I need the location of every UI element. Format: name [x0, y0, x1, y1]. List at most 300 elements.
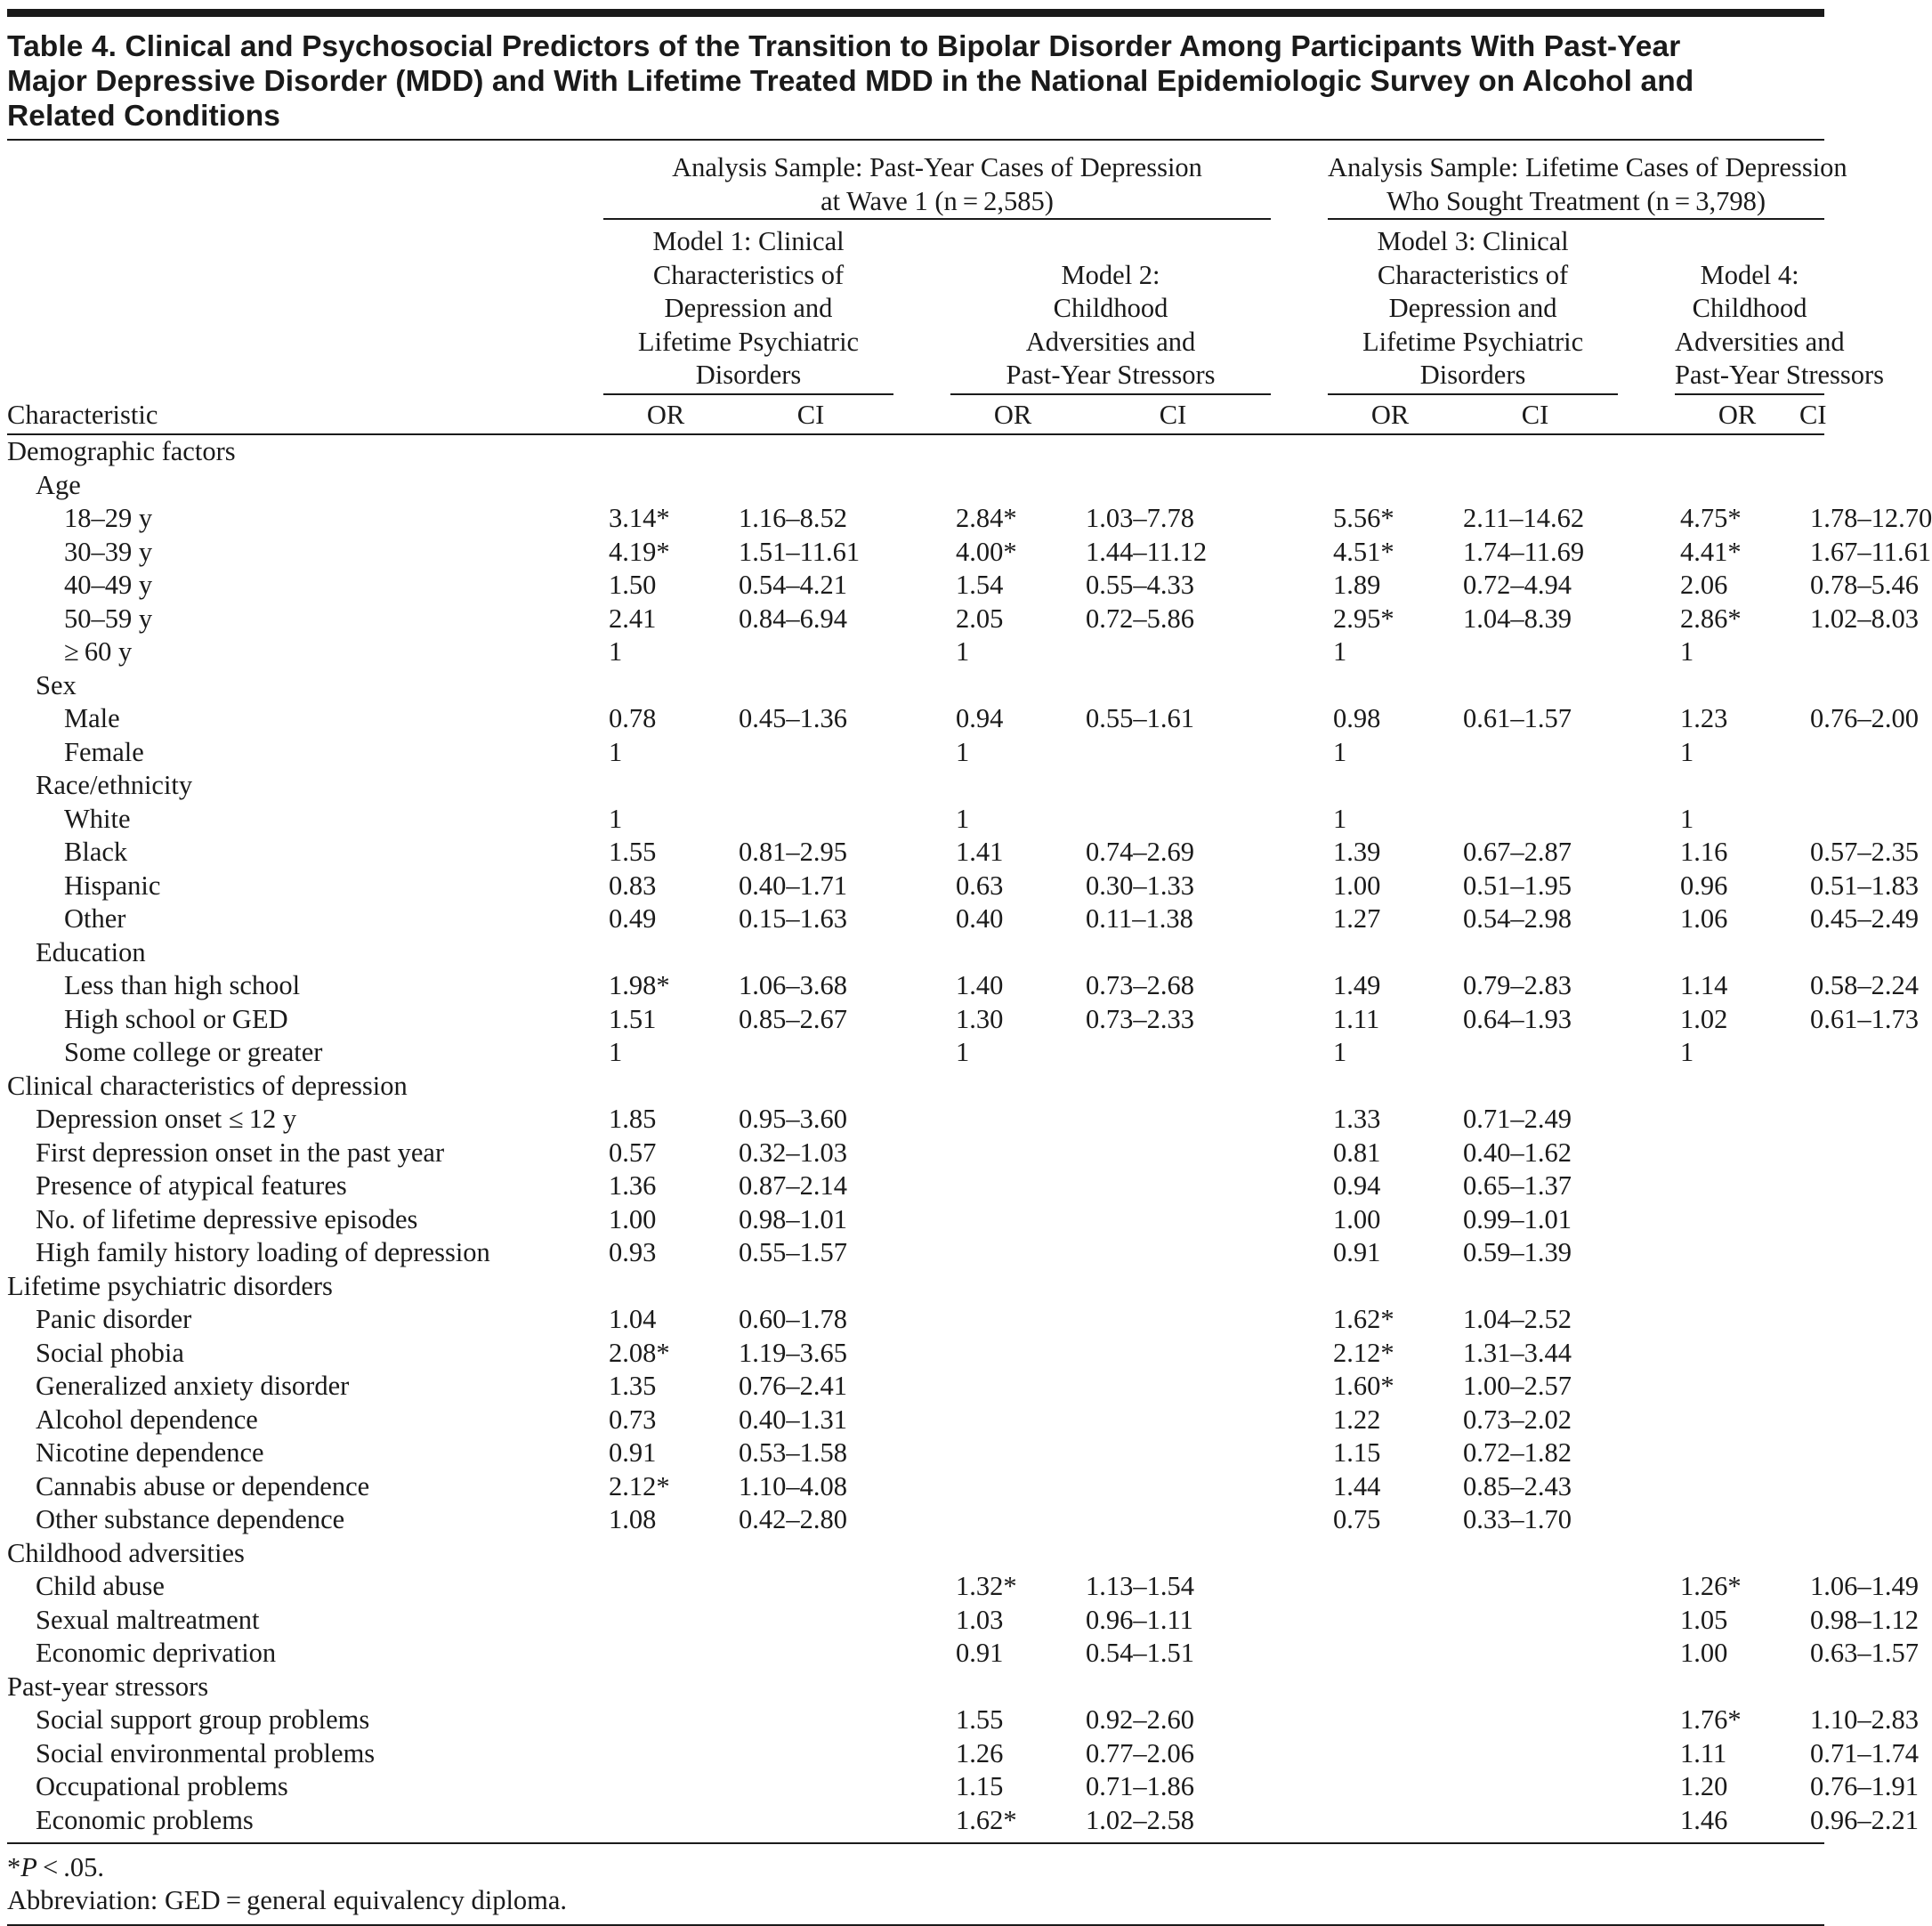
- cell-ci-model-1: 0.15–1.63: [739, 903, 847, 934]
- cell-ci-model-1: [728, 469, 893, 503]
- cell-or-model-4: [1675, 1436, 1799, 1470]
- cell-ci-model-1: 0.54–4.21: [739, 570, 847, 600]
- cell-or-model-3: [1328, 769, 1452, 803]
- cell-ci-model-2: [1075, 1270, 1271, 1304]
- cell-ci-model-1: 0.53–1.58: [739, 1437, 847, 1468]
- column-gap: [893, 736, 950, 770]
- cell-or-model-4: 2.86*: [1680, 603, 1742, 634]
- column-gap: [1271, 1370, 1328, 1404]
- cell-or-model-4: [1675, 936, 1799, 970]
- cell-or-model-4: [1675, 669, 1799, 703]
- cell-ci-model-2: [1075, 1236, 1271, 1270]
- column-gap: [1271, 1337, 1328, 1371]
- cell-ci-model-1: [728, 1770, 893, 1804]
- section-row: [7, 434, 1824, 469]
- cell-ci-model-3: 0.99–1.01: [1463, 1203, 1572, 1234]
- model-header-line: Model 4:: [1700, 259, 1799, 290]
- cell-ci-model-3: [1452, 936, 1618, 970]
- cell-ci-model-4: [1799, 1470, 1824, 1504]
- column-gap: [1618, 1169, 1675, 1203]
- column-gap: [1271, 1436, 1328, 1470]
- cell-ci-model-2: [1075, 1671, 1271, 1704]
- cell-or-model-2: [950, 1270, 1075, 1304]
- abbreviation-note: Abbreviation: GED = general equivalency diploma.: [7, 1885, 568, 1915]
- column-gap: [1618, 1137, 1675, 1170]
- model-header-line: Depression and: [664, 293, 833, 323]
- col-header-or: OR: [603, 394, 728, 435]
- section-row: [7, 1270, 1824, 1304]
- cell-or-model-1: [603, 1570, 728, 1604]
- cell-ci-model-4: [1799, 1070, 1824, 1104]
- cell-ci-model-2: [1075, 1337, 1271, 1371]
- cell-ci-model-3: 0.64–1.93: [1463, 1003, 1572, 1034]
- column-gap: [1271, 536, 1328, 570]
- cell-ci-model-2: 1.02–2.58: [1086, 1804, 1194, 1835]
- column-gap: [1271, 1404, 1328, 1437]
- column-gap: [1271, 1604, 1328, 1638]
- row-label: Occupational problems: [36, 1771, 288, 1801]
- table-title: [7, 29, 1824, 134]
- cell-ci-model-3: 1.00–2.57: [1463, 1371, 1572, 1401]
- cell-ci-model-2: 0.55–4.33: [1086, 570, 1194, 600]
- cell-or-model-2: 1.41: [956, 837, 1004, 867]
- cell-or-model-1: [603, 669, 728, 703]
- cell-ci-model-1: [728, 1570, 893, 1604]
- column-gap: [1271, 1537, 1328, 1571]
- column-gap: [1618, 1470, 1675, 1504]
- row-label: Generalized anxiety disorder: [36, 1371, 350, 1401]
- cell-or-model-1: 0.93: [609, 1237, 657, 1267]
- column-gap: [893, 1303, 950, 1337]
- column-gap: [1618, 536, 1675, 570]
- column-gap: [893, 1804, 950, 1838]
- cell-ci-model-4: [1799, 1303, 1824, 1337]
- row-label: White: [64, 803, 131, 834]
- cell-or-model-2: [950, 1103, 1075, 1137]
- model-header-line: Adversities and: [1025, 326, 1196, 357]
- group-header-lifetime: [1328, 141, 1847, 219]
- cell-ci-model-2: 0.30–1.33: [1086, 870, 1194, 901]
- row-label: Depression onset ≤ 12 y: [36, 1104, 297, 1134]
- row-label: First depression onset in the past year: [36, 1137, 445, 1168]
- top-rule: [7, 9, 1824, 17]
- cell-ci-model-3: 0.33–1.70: [1463, 1504, 1572, 1534]
- table-end-rule-cell: [7, 1837, 1824, 1843]
- column-gap: [1271, 635, 1328, 669]
- cell-or-model-2: [950, 1236, 1075, 1270]
- cell-ci-model-2: 0.73–2.33: [1086, 1003, 1194, 1034]
- cell-or-model-4: [1675, 1169, 1799, 1203]
- cell-or-model-4: [1675, 769, 1799, 803]
- column-gap: [1618, 1070, 1675, 1104]
- cell-or-model-2: 1.55: [956, 1704, 1004, 1735]
- row-label: Presence of atypical features: [36, 1170, 347, 1201]
- cell-ci-model-4: [1799, 635, 1824, 669]
- column-gap: [893, 803, 950, 837]
- cell-or-model-1: 3.14*: [609, 503, 670, 533]
- row-label: Economic deprivation: [36, 1638, 277, 1668]
- cell-or-model-3: 1: [1333, 1037, 1347, 1067]
- col-header-ci: CI: [1452, 394, 1618, 435]
- column-gap: [893, 1169, 950, 1203]
- cell-or-model-1: [603, 1270, 728, 1304]
- cell-ci-model-4: [1799, 669, 1824, 703]
- cell-ci-model-4: [1799, 1103, 1824, 1137]
- group-header-line: at Wave 1 (n = 2,585): [820, 185, 1054, 216]
- model-header-line: Model 2:: [1061, 259, 1160, 290]
- cell-or-model-1: [603, 1070, 728, 1104]
- model-header-line: Model 3: Clinical: [1377, 226, 1569, 256]
- cell-or-model-1: 0.91: [609, 1437, 657, 1468]
- model-header-line: Characteristics of: [1377, 259, 1569, 290]
- model-header-line: Depression and: [1388, 293, 1557, 323]
- cell-or-model-4: 2.06: [1680, 570, 1728, 600]
- cell-or-model-2: [950, 1470, 1075, 1504]
- cell-or-model-1: 1.08: [609, 1504, 657, 1534]
- column-gap: [893, 1270, 950, 1304]
- column-gap: [1618, 1737, 1675, 1771]
- cell-or-model-2: 1.32*: [956, 1571, 1017, 1601]
- column-gap: [1271, 1103, 1328, 1137]
- cell-or-model-4: [1675, 1370, 1799, 1404]
- cell-ci-model-1: 0.40–1.31: [739, 1404, 847, 1435]
- cell-or-model-2: 2.05: [956, 603, 1004, 634]
- table-row: [7, 669, 1824, 703]
- cell-ci-model-2: [1075, 1370, 1271, 1404]
- column-gap: [1618, 702, 1675, 736]
- cell-ci-model-2: 0.54–1.51: [1086, 1638, 1194, 1668]
- cell-ci-model-3: [1452, 1770, 1618, 1804]
- cell-ci-model-1: 0.85–2.67: [739, 1003, 847, 1034]
- cell-or-model-3: 1.44: [1333, 1470, 1381, 1501]
- cell-ci-model-1: 0.81–2.95: [739, 837, 847, 867]
- cell-ci-model-2: [1075, 669, 1271, 703]
- column-gap: [1271, 1036, 1328, 1070]
- cell-ci-model-2: [1075, 1303, 1271, 1337]
- cell-ci-model-2: [1075, 1470, 1271, 1504]
- cell-or-model-2: 1: [956, 736, 970, 767]
- cell-ci-model-4: 1.67–11.61: [1810, 536, 1932, 567]
- cell-ci-model-3: [1452, 1537, 1618, 1571]
- cell-ci-model-3: [1452, 1036, 1618, 1070]
- row-label: Social support group problems: [36, 1704, 370, 1735]
- cell-ci-model-2: 0.71–1.86: [1086, 1771, 1194, 1801]
- cell-or-model-3: 1: [1333, 636, 1347, 667]
- table-row: [7, 1303, 1824, 1337]
- table-row: [7, 1370, 1824, 1404]
- column-gap: [1271, 502, 1328, 536]
- cell-ci-model-1: [728, 669, 893, 703]
- section-row: [7, 1671, 1824, 1704]
- cell-or-model-4: [1675, 1470, 1799, 1504]
- cell-or-model-1: 1.98*: [609, 970, 670, 1000]
- cell-ci-model-2: [1075, 1169, 1271, 1203]
- cell-or-model-1: 1.55: [609, 837, 657, 867]
- table-row: [7, 1470, 1824, 1504]
- table-row: [7, 635, 1824, 669]
- cell-or-model-3: 1: [1333, 736, 1347, 767]
- table-row: [7, 1036, 1824, 1070]
- model-4-header: [1675, 219, 1885, 394]
- cell-or-model-4: [1675, 1337, 1799, 1371]
- table-row: [7, 1703, 1824, 1737]
- cell-or-model-4: 4.41*: [1680, 536, 1742, 567]
- cell-or-model-4: 4.75*: [1680, 503, 1742, 533]
- column-gap: [1618, 502, 1675, 536]
- cell-ci-model-2: 0.11–1.38: [1086, 903, 1193, 934]
- cell-ci-model-2: [1075, 1036, 1271, 1070]
- cell-ci-model-3: 0.71–2.49: [1463, 1104, 1572, 1134]
- model-header-line: Lifetime Psychiatric: [637, 326, 860, 357]
- cell-ci-model-4: 0.76–1.91: [1810, 1771, 1920, 1801]
- column-gap: [893, 902, 950, 936]
- cell-ci-model-4: [1799, 769, 1824, 803]
- cell-ci-model-2: 0.96–1.11: [1086, 1604, 1193, 1635]
- table-end-rule: [7, 1837, 1824, 1843]
- column-gap: [1271, 1169, 1328, 1203]
- row-label: Social phobia: [36, 1337, 184, 1368]
- cell-or-model-4: 1: [1680, 736, 1694, 767]
- cell-ci-model-1: [728, 803, 893, 837]
- column-gap: [1271, 1804, 1328, 1838]
- cell-or-model-2: 1.30: [956, 1003, 1004, 1034]
- column-gap: [1271, 936, 1328, 970]
- cell-ci-model-3: 0.67–2.87: [1463, 837, 1572, 867]
- cell-ci-model-3: [1452, 469, 1618, 503]
- table-row: [7, 803, 1824, 837]
- cell-ci-model-1: [728, 1637, 893, 1671]
- cell-ci-model-4: 0.71–1.74: [1810, 1737, 1920, 1768]
- column-gap: [1271, 603, 1328, 636]
- cell-ci-model-4: 1.02–8.03: [1810, 603, 1920, 634]
- cell-or-model-1: 4.19*: [609, 536, 670, 567]
- model-header-line: Past-Year Stressors: [1006, 360, 1216, 390]
- cell-or-model-3: [1328, 1070, 1452, 1104]
- table-row: [7, 1436, 1824, 1470]
- cell-ci-model-2: 0.92–2.60: [1086, 1704, 1194, 1735]
- cell-or-model-4: [1675, 1303, 1799, 1337]
- cell-or-model-3: 1.33: [1333, 1104, 1381, 1134]
- cell-or-model-2: 0.40: [956, 903, 1004, 934]
- cell-or-model-1: 2.12*: [609, 1470, 670, 1501]
- cell-ci-model-4: 1.06–1.49: [1810, 1571, 1920, 1601]
- cell-ci-model-1: 0.84–6.94: [739, 603, 847, 634]
- cell-or-model-3: [1328, 1703, 1452, 1737]
- group-header-line: Analysis Sample: Lifetime Cases of Depression: [1328, 152, 1847, 182]
- column-gap: [1271, 569, 1328, 603]
- cell-ci-model-1: 0.60–1.78: [739, 1304, 847, 1334]
- cell-ci-model-1: 0.76–2.41: [739, 1371, 847, 1401]
- column-gap: [893, 702, 950, 736]
- cell-ci-model-4: 0.78–5.46: [1810, 570, 1920, 600]
- cell-ci-model-4: [1799, 1337, 1824, 1371]
- cell-ci-model-3: [1452, 1804, 1618, 1838]
- row-label: Sex: [36, 669, 77, 700]
- cell-ci-model-1: [728, 1737, 893, 1771]
- column-gap: [1618, 1604, 1675, 1638]
- cell-or-model-2: [950, 936, 1075, 970]
- cell-ci-model-1: 0.98–1.01: [739, 1203, 847, 1234]
- column-gap: [893, 1703, 950, 1737]
- cell-or-model-3: 1.27: [1333, 903, 1381, 934]
- column-gap: [1618, 1770, 1675, 1804]
- column-gap: [893, 1637, 950, 1671]
- cell-ci-model-2: [1075, 1537, 1271, 1571]
- row-label: No. of lifetime depressive episodes: [36, 1203, 418, 1234]
- cell-ci-model-1: [728, 1036, 893, 1070]
- cell-or-model-1: 1: [609, 636, 623, 667]
- section-label: Demographic factors: [7, 436, 236, 466]
- col-header-or: OR: [1328, 394, 1452, 435]
- cell-ci-model-1: 0.42–2.80: [739, 1504, 847, 1534]
- cell-or-model-2: [950, 469, 1075, 503]
- model-header-line: Lifetime Psychiatric: [1362, 326, 1584, 357]
- column-gap: [893, 1137, 950, 1170]
- cell-ci-model-3: [1452, 803, 1618, 837]
- cell-or-model-4: [1675, 1070, 1799, 1104]
- table-row: [7, 1737, 1824, 1771]
- cell-or-model-3: [1328, 1604, 1452, 1638]
- table-row: [7, 902, 1824, 936]
- cell-or-model-3: 0.98: [1333, 703, 1381, 733]
- column-gap: [893, 1570, 950, 1604]
- cell-or-model-3: [1328, 1637, 1452, 1671]
- cell-or-model-1: [603, 1637, 728, 1671]
- cell-ci-model-4: 0.51–1.83: [1810, 870, 1920, 901]
- cell-ci-model-4: [1799, 1436, 1824, 1470]
- cell-or-model-3: 0.81: [1333, 1137, 1381, 1168]
- model-3-header: [1328, 219, 1618, 394]
- cell-ci-model-2: 1.03–7.78: [1086, 503, 1194, 533]
- cell-or-model-2: 1.15: [956, 1771, 1004, 1801]
- cell-or-model-2: [950, 1404, 1075, 1437]
- cell-or-model-3: 1.22: [1333, 1404, 1381, 1435]
- cell-ci-model-1: 0.87–2.14: [739, 1170, 847, 1201]
- column-gap: [893, 469, 950, 503]
- cell-or-model-1: 0.57: [609, 1137, 657, 1168]
- table-row: [7, 1570, 1824, 1604]
- cell-or-model-2: [950, 1370, 1075, 1404]
- cell-or-model-1: 0.78: [609, 703, 657, 733]
- column-gap: [893, 936, 950, 970]
- cell-or-model-4: 1.20: [1680, 1771, 1728, 1801]
- column-gap: [1618, 769, 1675, 803]
- cell-ci-model-3: [1452, 434, 1618, 469]
- cell-ci-model-4: [1799, 1137, 1824, 1170]
- cell-ci-model-4: 1.78–12.70: [1810, 503, 1932, 533]
- group-header-past-year: [603, 141, 1271, 219]
- cell-ci-model-1: [728, 1604, 893, 1638]
- cell-or-model-2: [950, 1537, 1075, 1571]
- column-gap: [1618, 1436, 1675, 1470]
- row-label: Social environmental problems: [36, 1737, 376, 1768]
- cell-or-model-4: 1.14: [1680, 970, 1728, 1000]
- cell-or-model-2: [950, 1671, 1075, 1704]
- column-gap: [893, 1036, 950, 1070]
- cell-or-model-2: [950, 669, 1075, 703]
- cell-or-model-3: 2.12*: [1333, 1337, 1394, 1368]
- column-gap: [1271, 1671, 1328, 1704]
- column-gap: [1618, 635, 1675, 669]
- row-label: Age: [36, 469, 81, 500]
- cell-or-model-4: [1675, 1137, 1799, 1170]
- col-header-ci: CI: [1075, 394, 1271, 435]
- cell-or-model-2: 1: [956, 636, 970, 667]
- table-row: [7, 1804, 1824, 1838]
- column-gap: [1618, 1537, 1675, 1571]
- cell-or-model-1: [603, 1737, 728, 1771]
- cell-or-model-1: 0.73: [609, 1404, 657, 1435]
- cell-or-model-3: 1: [1333, 803, 1347, 834]
- section-label: Lifetime psychiatric disorders: [7, 1270, 333, 1301]
- table-row: [7, 1003, 1824, 1037]
- column-gap: [1618, 969, 1675, 1003]
- section-label: Childhood adversities: [7, 1537, 245, 1568]
- cell-ci-model-1: [728, 1671, 893, 1704]
- table-row: [7, 1637, 1824, 1671]
- cell-ci-model-4: 0.98–1.12: [1810, 1604, 1920, 1635]
- column-gap: [893, 1103, 950, 1137]
- cell-ci-model-4: 0.61–1.73: [1810, 1003, 1920, 1034]
- model-1-header: [603, 219, 893, 394]
- section-label: Past-year stressors: [7, 1671, 209, 1702]
- cell-ci-model-4: [1799, 1671, 1824, 1704]
- cell-or-model-1: 1.35: [609, 1371, 657, 1401]
- column-gap: [893, 635, 950, 669]
- cell-ci-model-4: [1799, 736, 1824, 770]
- column-gap: [893, 569, 950, 603]
- cell-ci-model-3: [1452, 1570, 1618, 1604]
- cell-or-model-4: 1.76*: [1680, 1704, 1742, 1735]
- cell-or-model-4: [1675, 1537, 1799, 1571]
- column-gap: [1271, 803, 1328, 837]
- cell-or-model-1: 1.51: [609, 1003, 657, 1034]
- cell-or-model-4: 1.23: [1680, 703, 1728, 733]
- cell-ci-model-1: 0.32–1.03: [739, 1137, 847, 1168]
- cell-ci-model-4: [1799, 1537, 1824, 1571]
- cell-or-model-3: 1.00: [1333, 1203, 1381, 1234]
- cell-or-model-4: [1675, 1203, 1799, 1237]
- cell-ci-model-3: 0.40–1.62: [1463, 1137, 1572, 1168]
- cell-ci-model-4: 0.76–2.00: [1810, 703, 1920, 733]
- cell-ci-model-2: [1075, 469, 1271, 503]
- cell-or-model-3: 0.94: [1333, 1170, 1381, 1201]
- model-header-line: Disorders: [1419, 360, 1526, 390]
- cell-ci-model-4: [1799, 434, 1824, 469]
- cell-ci-model-2: [1075, 635, 1271, 669]
- cell-or-model-2: 0.63: [956, 870, 1004, 901]
- cell-ci-model-2: 0.73–2.68: [1086, 970, 1194, 1000]
- column-gap: [1271, 1137, 1328, 1170]
- table-row: [7, 769, 1824, 803]
- column-gap: [893, 502, 950, 536]
- column-gap: [1271, 1070, 1328, 1104]
- results-table: [7, 141, 1932, 1844]
- cell-ci-model-1: [728, 1270, 893, 1304]
- column-gap: [1618, 902, 1675, 936]
- table-row: [7, 1203, 1824, 1237]
- cell-ci-model-2: [1075, 736, 1271, 770]
- column-gap: [1271, 736, 1328, 770]
- group-header-line: Analysis Sample: Past-Year Cases of Depression: [672, 152, 1202, 182]
- cell-ci-model-3: 0.72–1.82: [1463, 1437, 1572, 1468]
- cell-ci-model-1: [728, 936, 893, 970]
- cell-or-model-2: [950, 769, 1075, 803]
- column-gap: [1618, 434, 1675, 469]
- row-label: Less than high school: [64, 970, 301, 1000]
- column-gap: [893, 1737, 950, 1771]
- cell-or-model-4: [1675, 1103, 1799, 1137]
